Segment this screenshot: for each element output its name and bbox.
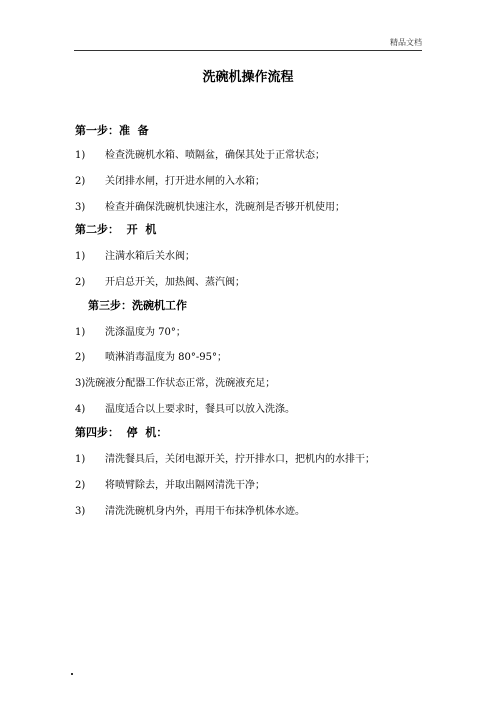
item-text: 洗碗液分配器工作状态正常，洗碗液充足； — [85, 378, 276, 389]
list-item — [75, 172, 265, 187]
item-text: 清洗洗碗机身内外，再用干布抹净机体水迹。 — [105, 506, 305, 517]
item-text: 注满水箱后关水阀； — [105, 251, 195, 262]
item-number: 1) — [75, 327, 86, 338]
item-text: 检查并确保洗碗机快速注水，洗碗剂是否够开机使用； — [105, 202, 345, 213]
item-number: 3) — [75, 378, 86, 389]
list-item — [75, 374, 275, 389]
list-item — [75, 348, 227, 363]
list-item — [75, 146, 325, 161]
list-item — [75, 273, 245, 288]
list-item — [75, 450, 375, 465]
list-item — [75, 198, 345, 213]
list-item — [75, 247, 195, 262]
section-4-heading: 第四步： 停 机： — [75, 426, 168, 439]
item-number: 1) — [75, 150, 86, 161]
document-title: 洗碗机操作流程 — [202, 70, 294, 85]
list-item — [75, 476, 265, 491]
item-text: 将喷臂除去，并取出隔网清洗干净； — [105, 480, 265, 491]
item-text: 检查洗碗机水箱、喷隔盆，确保其处于正常状态； — [105, 150, 325, 161]
header-rule — [74, 50, 422, 51]
item-number: 1) — [75, 454, 86, 465]
item-text: 清洗餐具后，关闭电源开关，拧开排水口，把机内的水排干； — [105, 454, 375, 465]
item-text: 温度适合以上要求时，餐具可以放入洗涤。 — [105, 404, 295, 415]
item-number: 2) — [75, 352, 86, 363]
item-text: 喷淋消毒温度为 80°-95°； — [105, 352, 228, 363]
item-text: 开启总开关，加热阀、蒸汽阀； — [105, 277, 245, 288]
item-text: 关闭排水闸，打开进水闸的入水箱； — [105, 176, 265, 187]
section-3-heading: 第三步：洗碗机工作 — [88, 299, 187, 312]
header-label: 精品文档 — [390, 38, 422, 47]
item-number: 3) — [75, 202, 86, 213]
list-item — [75, 323, 186, 338]
section-1-heading: 第一步：准 备 — [75, 124, 149, 137]
item-number: 3) — [75, 506, 86, 517]
item-text: 洗涤温度为 70°； — [105, 327, 186, 338]
list-item — [75, 400, 295, 415]
item-number: 2) — [75, 176, 86, 187]
item-number: 1) — [75, 251, 86, 262]
footer-dot — [71, 673, 73, 675]
list-item — [75, 502, 305, 517]
item-number: 4) — [75, 404, 86, 415]
section-2-heading: 第二步： 开 机 — [75, 223, 157, 236]
item-number: 2) — [75, 480, 86, 491]
item-number: 2) — [75, 277, 86, 288]
